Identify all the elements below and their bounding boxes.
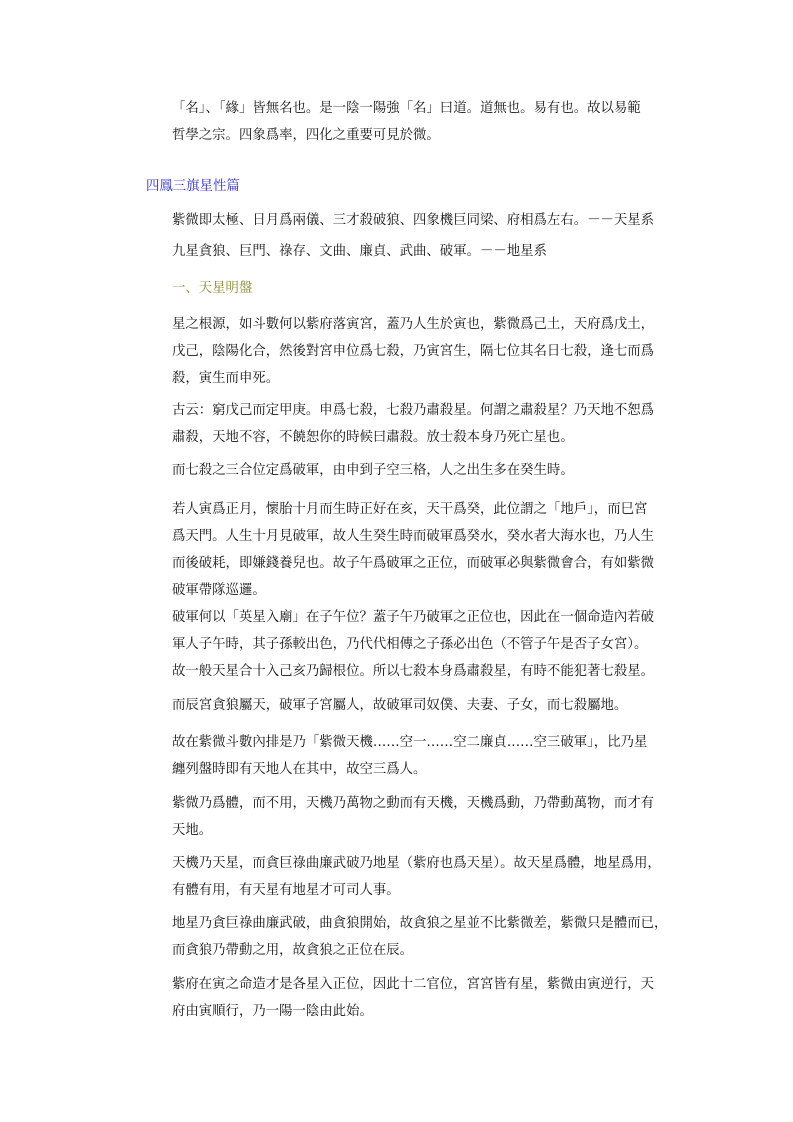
intro-paragraph <box>172 95 662 149</box>
text-line: 天地。 <box>172 823 213 838</box>
text-line: 若人寅爲正月，懷胎十月而生時正好在亥，天干爲癸，此位謂之「地戶」，而巳宮 <box>172 502 648 517</box>
paragraph <box>172 692 662 719</box>
text-line: 故在紫微斗數內排是乃「紫微天機……空一……空二廉貞……空三破軍」，比乃星 <box>172 735 648 750</box>
paragraph <box>172 311 662 392</box>
text-line: 有體有用，有天星有地星才可司人事。 <box>172 883 400 898</box>
text-line: 地星乃貪巨祿曲廉武破，曲貪狼開始，故貪狼之星並不比紫微差，紫微只是體而已， <box>172 916 668 931</box>
text-line: 而貪狼乃帶動之用，故貪狼之正位在辰。 <box>172 943 414 958</box>
paragraph <box>172 910 668 964</box>
text-line: 府由寅順行，乃一陽一陰由此始。 <box>172 1004 373 1019</box>
text-line: 破軍何以「英星入廟」在子午位？蓋子午乃破軍之正位也，因此在一個命造內若破 <box>172 610 655 625</box>
text-line: 戊己，陰陽化合，然後對宮申位爲七殺，乃寅宮生，隔七位其名日七殺，逢七而爲 <box>172 344 655 359</box>
paragraph <box>172 850 662 904</box>
paragraph <box>172 971 662 1025</box>
text-line: 肅殺，天地不容，不饒恕你的時候曰肅殺。放士殺本身乃死亡星也。 <box>172 430 574 445</box>
text-line: 古云：窮戊己而定甲庚。申爲七殺，七殺乃肅殺星。何謂之肅殺星？乃天地不恕爲 <box>172 403 655 418</box>
paragraph <box>172 790 662 844</box>
section-heading: 四鳳三旗星性篇 <box>146 179 240 194</box>
text-line: 而辰宮貪狼屬天，破軍子宮屬人，故破軍司奴僕、夫妻、子女，而七殺屬地。 <box>172 698 628 713</box>
paragraph <box>172 457 662 484</box>
text-line: 紫府在寅之命造才是各星入正位，因此十二官位，宮宮皆有星，紫微由寅逆行，天 <box>172 977 655 992</box>
text-line: 天機乃天星，而貪巨祿曲廉武破乃地星（紫府也爲天星）。故天星爲體，地星爲用， <box>172 856 661 871</box>
text-line: 九星貪狼、巨門、祿存、文曲、廉貞、武曲、破軍。－－地星系 <box>172 244 547 259</box>
text-line: 紫微即太極、日月爲兩儀、三才殺破狼、四象機巨同梁、府相爲左右。－－天星系 <box>172 213 655 228</box>
paragraph <box>172 604 662 685</box>
text-line: 殺，寅生而申死。 <box>172 371 280 386</box>
paragraph <box>172 397 662 451</box>
text-line: 而後破耗，即嫌錢養兒也。故子午爲破軍之正位，而破軍必與紫微會合，有如紫微 <box>172 556 655 571</box>
subsection-heading: 一、天星明盤 <box>172 281 253 296</box>
text-line: 哲學之宗。四象爲率，四化之重要可見於微。 <box>172 128 440 143</box>
paragraph <box>172 496 662 604</box>
text-line: 「名」、「緣」皆無名也。是一陰一陽強「名」曰道。道無也。易有也。故以易範 <box>172 101 641 116</box>
text-line: 星之根源，如斗數何以紫府落寅宮，蓋乃人生於寅也，紫微爲己土，天府爲戊土， <box>172 317 655 332</box>
text-line: 軍人子午時，其子孫較出色，乃代代相傳之子孫必出色（不管子午是否子女宮）。 <box>172 637 648 652</box>
text-line: 故一般天星合十入己亥乃歸根位。所以七殺本身爲肅殺星，有時不能犯著七殺星。 <box>172 664 655 679</box>
section-intro <box>172 207 662 265</box>
text-line: 破軍帶隊巡邏。 <box>172 583 266 598</box>
paragraph <box>172 729 662 783</box>
text-line: 爲天門。人生十月見破軍，故人生癸生時而破軍爲癸水，癸水者大海水也，乃人生 <box>172 529 655 544</box>
text-line: 紫微乃爲體，而不用，天機乃萬物之動而有天機，天機爲動，乃帶動萬物，而才有 <box>172 796 655 811</box>
text-line: 纏列盤時即有天地人在其中，故空三爲人。 <box>172 762 427 777</box>
text-line: 而七殺之三合位定爲破軍，由申到子空三格，人之出生多在癸生時。 <box>172 463 574 478</box>
